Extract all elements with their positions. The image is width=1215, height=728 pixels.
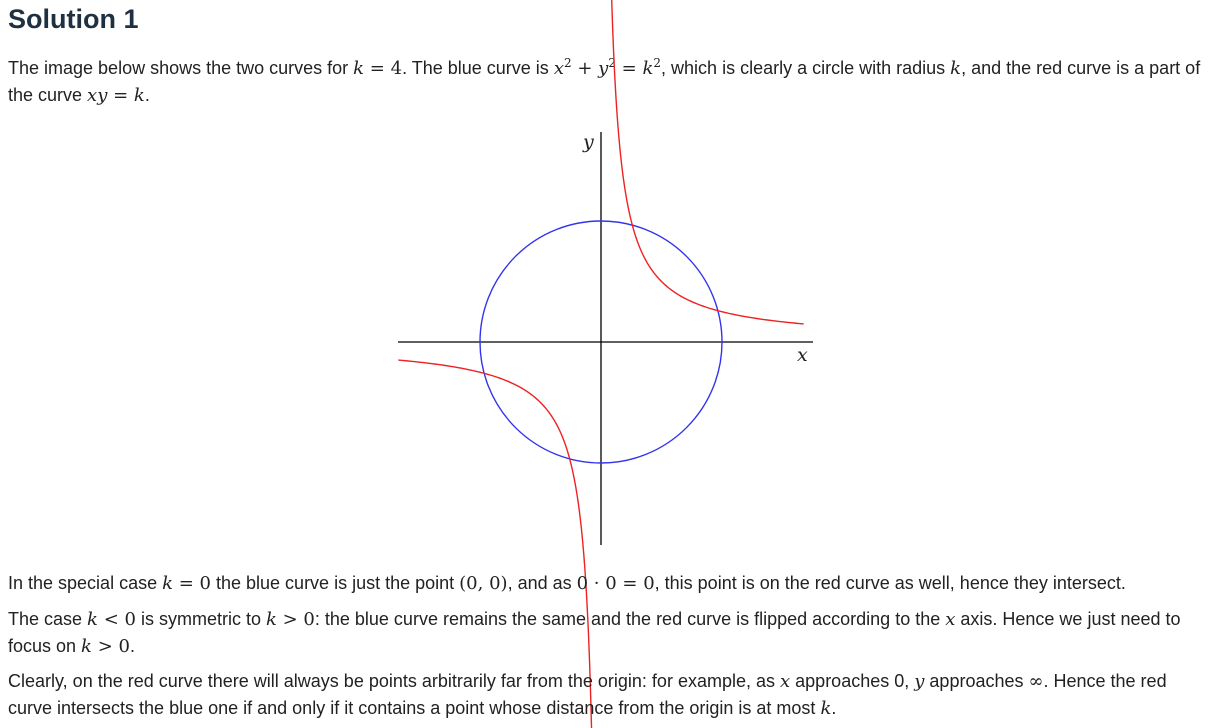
text: The image below shows the two curves for	[8, 58, 354, 78]
text: . The blue curve is	[402, 58, 554, 78]
math-eq: =	[615, 58, 643, 79]
math-lt: < 0	[97, 609, 136, 630]
math-product: 0 · 0 = 0	[576, 573, 655, 594]
math-k: k	[353, 58, 365, 79]
math-y: y	[914, 671, 925, 692]
symmetry-paragraph	[8, 606, 1203, 660]
math-exp: 2	[563, 56, 572, 70]
math-k: k	[265, 609, 277, 630]
math-x: x	[780, 671, 791, 692]
text: , and the red curve is a part of the curve	[8, 58, 1201, 105]
text: Clearly, on the red curve there will always be points arbitrarily far from the origin: for example, as	[8, 671, 780, 691]
text: approaches 0,	[790, 671, 915, 691]
text: .	[831, 698, 837, 718]
math-k: k	[820, 698, 832, 719]
math-exp: 2	[608, 56, 616, 70]
text: , this point is on the red curve as well, hence they intersect.	[654, 573, 1126, 593]
math-eq: =	[107, 85, 134, 106]
text: The case	[8, 609, 88, 629]
math-eq: = 0	[173, 573, 211, 594]
red-hyperbola-branch-q1	[607, 0, 804, 324]
math-gt: > 0	[91, 636, 130, 657]
y-axis-label: y	[583, 131, 594, 153]
math-point: (0, 0)	[459, 573, 508, 594]
text: : the blue curve remains the same and the red curve is flipped according to the	[314, 609, 946, 629]
math-plus: +	[571, 58, 599, 79]
text: .	[129, 636, 135, 656]
math-y: y	[598, 58, 609, 79]
math-k: k	[642, 58, 654, 79]
math-exp: 2	[653, 56, 662, 70]
math-infinity: ∞	[1028, 671, 1044, 692]
math-k: k	[950, 58, 962, 79]
special-case-paragraph	[8, 570, 1203, 597]
text: approaches	[924, 671, 1029, 691]
x-axis-label: x	[797, 344, 808, 366]
text: is symmetric to	[135, 609, 266, 629]
math-x: x	[553, 58, 564, 79]
text: In the special case	[8, 573, 163, 593]
math-k: k	[81, 636, 92, 657]
text: the blue curve is just the point	[211, 573, 460, 593]
text: axis. Hence we just need to focus on	[8, 609, 1181, 656]
math-k: k	[87, 609, 98, 630]
text: . Hence the red curve intersects the blue one if and only if it contains a point whose distance from the origin is at most	[8, 671, 1167, 718]
text: , which is clearly a circle with radius	[661, 58, 951, 78]
text: .	[144, 85, 150, 105]
math-k: k	[162, 573, 174, 594]
math-xy: xy	[87, 85, 108, 106]
math-gt: > 0	[276, 609, 315, 630]
math-k: k	[133, 85, 145, 106]
solution-heading: Solution 1	[8, 4, 139, 34]
math-eq: = 4	[364, 58, 403, 79]
conclusion-paragraph	[8, 668, 1203, 722]
text: , and as	[507, 573, 577, 593]
math-x: x	[945, 609, 956, 630]
